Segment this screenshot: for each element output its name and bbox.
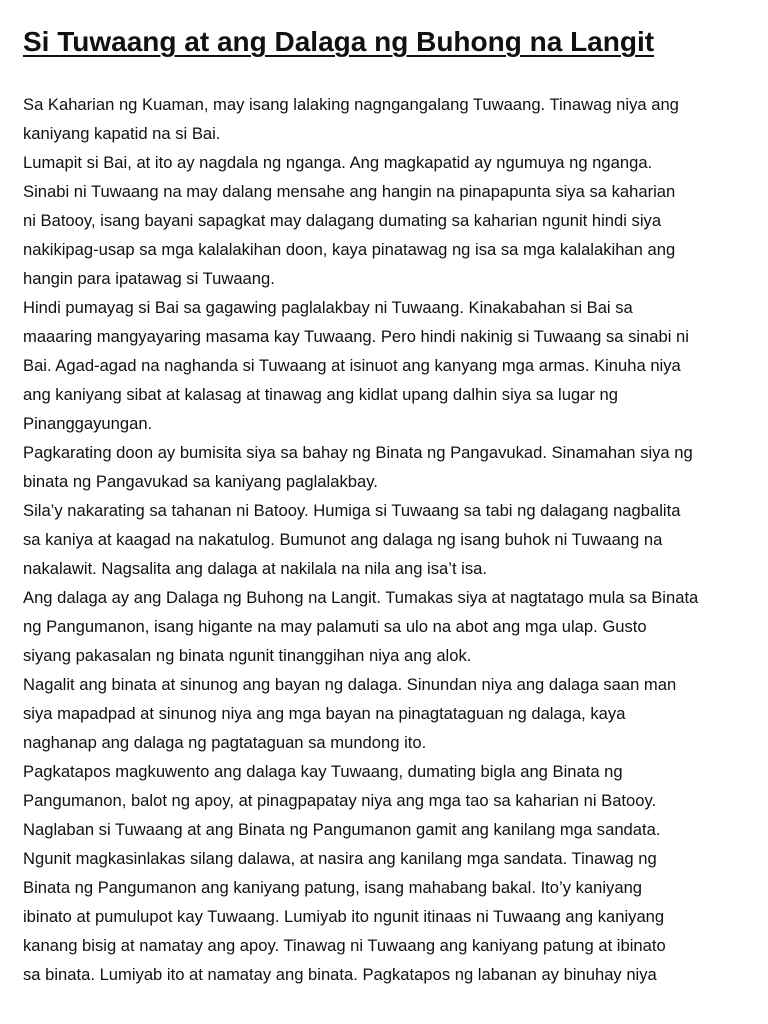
page-title: Si Tuwaang at ang Dalaga ng Buhong na Langit bbox=[23, 26, 655, 57]
text-line: siya mapadpad at sinunog niya ang mga bayan na pinagtataguan ng dalaga, kaya bbox=[23, 704, 626, 723]
text-line: Hindi pumayag si Bai sa gagawing paglalakbay ni Tuwaang. Kinakabahan si Bai sa bbox=[23, 298, 633, 317]
text-line: Pinanggayungan. bbox=[23, 414, 153, 433]
text-line: ni Batooy, isang bayani sapagkat may dalagang dumating sa kaharian ngunit hindi siya bbox=[23, 211, 662, 230]
text-line: siyang pakasalan ng binata ngunit tinanggihan niya ang alok. bbox=[23, 646, 472, 665]
text-line: sa kaniya at kaagad na nakatulog. Bumunot ang dalaga ng isang buhok ni Tuwaang na bbox=[23, 530, 663, 549]
text-line: Nagalit ang binata at sinunog ang bayan ng dalaga. Sinundan niya ang dalaga saan man bbox=[23, 675, 677, 694]
text-line: Ang dalaga ay ang Dalaga ng Buhong na Langit. Tumakas siya at nagtatago mula sa Binata bbox=[23, 588, 699, 607]
text-line: nakikipag-usap sa mga kalalakihan doon, kaya pinatawag ng isa sa mga kalalakihan ang bbox=[23, 240, 676, 259]
text-line: nakalawit. Nagsalita ang dalaga at nakilala na nila ang isa’t isa. bbox=[23, 559, 488, 578]
text-line: Binata ng Pangumanon ang kaniyang patung, isang mahabang bakal. Ito’y kaniyang bbox=[23, 878, 643, 897]
text-line: ibinato at pumulupot kay Tuwaang. Lumiyab ito ngunit itinaas ni Tuwaang ang kaniyang bbox=[23, 907, 665, 926]
text-line: ang kaniyang sibat at kalasag at tinawag ang kidlat upang dalhin siya sa lugar ng bbox=[23, 385, 619, 404]
text-line: Lumapit si Bai, at ito ay nagdala ng nganga. Ang magkapatid ay ngumuya ng nganga. bbox=[23, 153, 653, 172]
text-line: Naglaban si Tuwaang at ang Binata ng Pangumanon gamit ang kanilang mga sandata. bbox=[23, 820, 661, 839]
text-line: kanang bisig at namatay ang apoy. Tinawag ni Tuwaang ang kaniyang patung at ibinato bbox=[23, 936, 666, 955]
text-line: binata ng Pangavukad sa kaniyang paglalakbay. bbox=[23, 472, 378, 491]
text-line: maaaring mangyayaring masama kay Tuwaang. Pero hindi nakinig si Tuwaang sa sinabi ni bbox=[23, 327, 689, 346]
text-line: Bai. Agad-agad na naghanda si Tuwaang at isinuot ang kanyang mga armas. Kinuha niya bbox=[23, 356, 681, 375]
text-line: kaniyang kapatid na si Bai. bbox=[23, 124, 221, 143]
text-line: Sila’y nakarating sa tahanan ni Batooy. Humiga si Tuwaang sa tabi ng dalagang nagbalita bbox=[23, 501, 681, 520]
text-line: Pagkatapos magkuwento ang dalaga kay Tuwaang, dumating bigla ang Binata ng bbox=[23, 762, 623, 781]
text-line: Sa Kaharian ng Kuaman, may isang lalaking nagngangalang Tuwaang. Tinawag niya ang bbox=[23, 95, 679, 114]
text-line: Ngunit magkasinlakas silang dalawa, at nasira ang kanilang mga sandata. Tinawag ng bbox=[23, 849, 657, 868]
text-line: hangin para ipatawag si Tuwaang. bbox=[23, 269, 275, 288]
story-text bbox=[23, 90, 752, 989]
text-line: Pangumanon, balot ng apoy, at pinagpapatay niya ang mga tao sa kaharian ni Batooy. bbox=[23, 791, 657, 810]
text-line: naghanap ang dalaga ng pagtataguan sa mundong ito. bbox=[23, 733, 427, 752]
text-line: Pagkarating doon ay bumisita siya sa bahay ng Binata ng Pangavukad. Sinamahan siya ng bbox=[23, 443, 693, 462]
text-line: ng Pangumanon, isang higante na may palamuti sa ulo na abot ang mga ulap. Gusto bbox=[23, 617, 647, 636]
text-line: sa binata. Lumiyab ito at namatay ang binata. Pagkatapos ng labanan ay binuhay niya bbox=[23, 965, 657, 984]
text-line: Sinabi ni Tuwaang na may dalang mensahe ang hangin na pinapapunta siya sa kaharian bbox=[23, 182, 676, 201]
